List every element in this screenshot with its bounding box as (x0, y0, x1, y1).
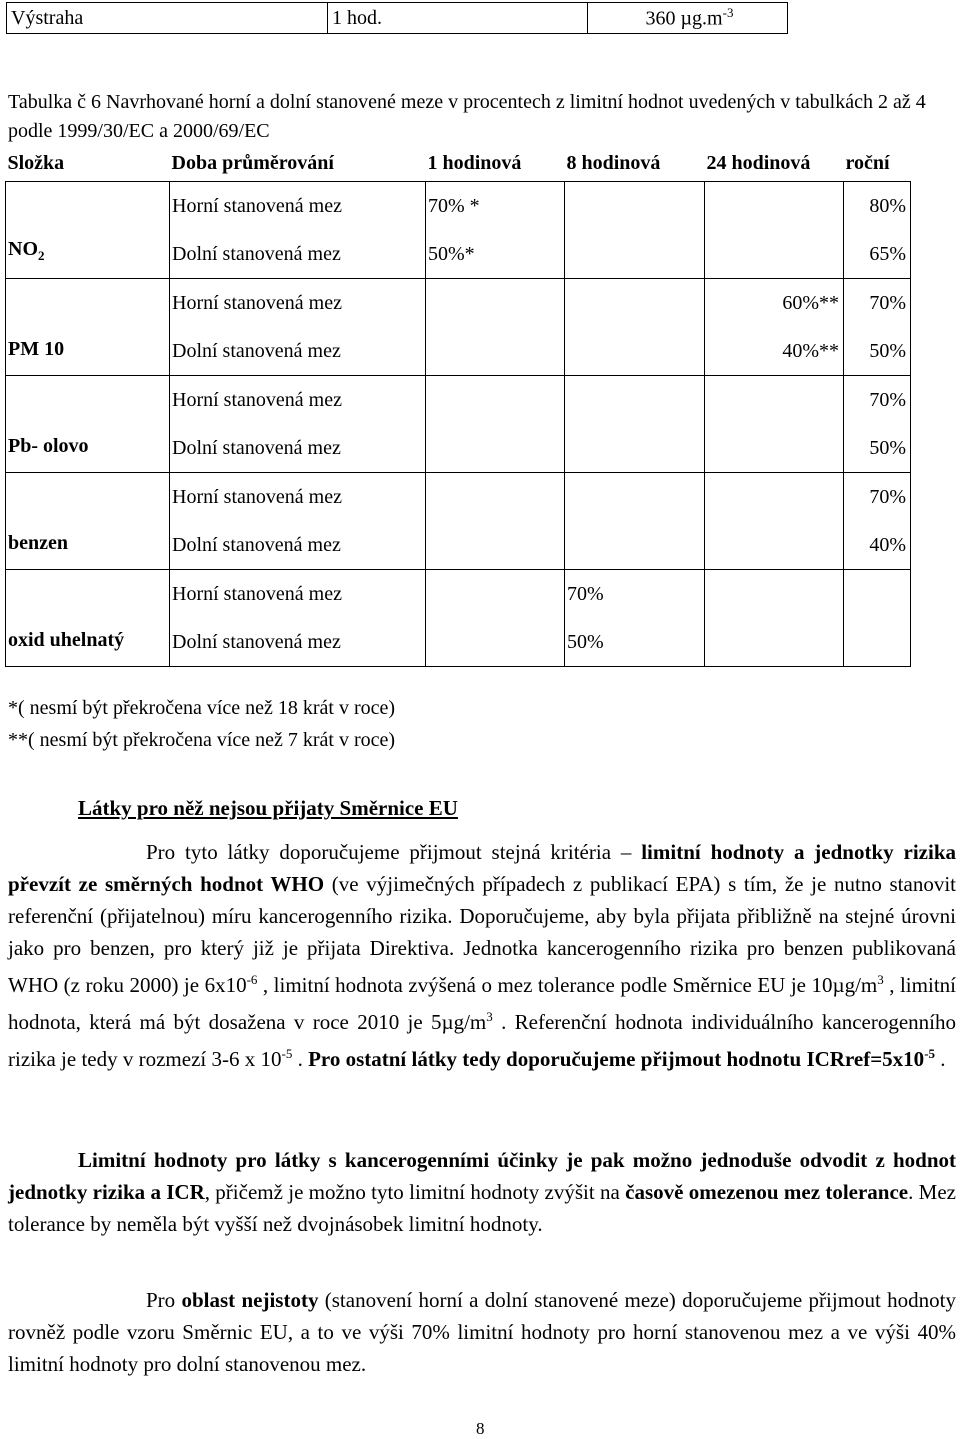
p1-sup-5: -5 (924, 1046, 936, 1061)
value-year: 50% (844, 327, 911, 376)
table-row (6, 376, 911, 425)
p1-text-i: . (935, 1047, 946, 1071)
p2-bold-c: časově omezenou mez tolerance (625, 1180, 909, 1204)
value-24h (705, 473, 844, 522)
p1-sup-4: -5 (281, 1046, 293, 1061)
value-1h (426, 521, 565, 570)
value-year: 70% (844, 376, 911, 425)
value-1h: 70% * (426, 182, 565, 231)
warning-value-text: 360 µg.m (645, 7, 723, 30)
value-24h (705, 521, 844, 570)
limit-label: Horní stanovená mez (170, 376, 426, 425)
component-cell (6, 182, 170, 279)
p1-sup-3: 3 (486, 1009, 493, 1024)
warning-row (7, 3, 788, 34)
component-cell: benzen (6, 473, 170, 570)
table-header-row (6, 145, 911, 182)
p2-bold-a: Limitní hodnoty pro látky s kancerogenními účinky je pak možno jednoduše odvodit z hodnot jednotky rizika a ICR (8, 1148, 956, 1204)
warning-value (588, 3, 788, 34)
component-sub: 2 (38, 248, 45, 263)
value-year: 50% (844, 424, 911, 473)
value-8h (565, 424, 705, 473)
value-8h (565, 473, 705, 522)
limit-label: Dolní stanovená mez (170, 521, 426, 570)
value-year: 70% (844, 473, 911, 522)
limit-label: Dolní stanovená mez (170, 230, 426, 279)
p1-bold-b: limitní hodnoty a jednotky rizika převzít ze směrných hodnot WHO (8, 840, 956, 896)
value-1h: 50%* (426, 230, 565, 279)
component-name: NO (8, 238, 38, 260)
section-heading: Látky pro něž nejsou přijaty Směrnice EU (78, 796, 458, 820)
table-caption: Tabulka č 6 Navrhované horní a dolní stanovené meze v procentech z limitní hodnot uvedených v tabulkách 2 až 4 podle 1999/30/EC a 2000/69/EC (8, 91, 926, 142)
p1-text-g: . (292, 1047, 309, 1071)
value-24h: 40%** (705, 327, 844, 376)
value-24h (705, 424, 844, 473)
p1-sup-1: -6 (246, 972, 258, 987)
limit-label: Dolní stanovená mez (170, 618, 426, 667)
value-1h (426, 424, 565, 473)
p1-text-e: , limitní hodnota, která má být dosažena v roce 2010 je 5µg/m (8, 973, 956, 1034)
value-year: 70% (844, 279, 911, 328)
table-row (6, 473, 911, 522)
page-number: 8 (476, 1419, 485, 1438)
p2-text-b: , přičemž je možno tyto limitní hodnoty zvýšit na (204, 1180, 626, 1204)
table-row (6, 279, 911, 328)
value-24h (705, 230, 844, 279)
footnote-1: *( nesmí být překročena více než 18 krát v roce) (8, 697, 396, 719)
p1-text-a: Pro tyto látky doporučujeme přijmout stejná kritéria – (146, 840, 642, 864)
value-24h: 60%** (705, 279, 844, 328)
component-cell: oxid uhelnatý (6, 570, 170, 667)
value-year (844, 570, 911, 619)
p1-text-c: (ve výjimečných případech z publikací EPA) s tím, že je nutno stanovit referenční (přijatelnou) míru kancerogenního rizika. Doporučujeme, aby byla přijata přibližně na stejné úrovni jako pro benzen, pro který již je přijata Direktiva. Jednotka kancerogenního rizika pro benzen publikovaná WHO (z roku 2000) je 6x10 (8, 872, 956, 997)
value-1h (426, 618, 565, 667)
limit-label: Horní stanovená mez (170, 279, 426, 328)
header-averaging: Doba průměrování (171, 151, 334, 174)
limits-table (5, 145, 911, 667)
value-1h (426, 376, 565, 425)
value-8h (565, 376, 705, 425)
p1-text-f: . Referenční hodnota individuálního kancerogenního rizika je tedy v rozmezí 3-6 x 10 (8, 1010, 956, 1071)
p3-bold-b: oblast nejistoty (181, 1288, 319, 1312)
header-1h: 1 hodinová (427, 151, 522, 174)
value-24h (705, 376, 844, 425)
warning-table (6, 2, 788, 34)
value-8h (565, 230, 705, 279)
limit-label: Dolní stanovená mez (170, 424, 426, 473)
value-8h (565, 521, 705, 570)
value-1h (426, 279, 565, 328)
header-24h: 24 hodinová (706, 151, 811, 174)
warning-value-exp: -3 (722, 5, 734, 21)
value-24h (705, 570, 844, 619)
value-1h (426, 570, 565, 619)
paragraph-1 (8, 836, 956, 1075)
table-row (6, 182, 911, 231)
value-8h (565, 279, 705, 328)
header-year: roční (845, 151, 890, 174)
value-8h: 50% (565, 618, 705, 667)
value-8h (565, 182, 705, 231)
header-8h: 8 hodinová (566, 151, 661, 174)
limit-label: Horní stanovená mez (170, 570, 426, 619)
warning-period: 1 hod. (328, 3, 588, 34)
p3-text-a: Pro (146, 1288, 182, 1312)
limit-label: Horní stanovená mez (170, 473, 426, 522)
component-cell: PM 10 (6, 279, 170, 376)
value-year: 80% (844, 182, 911, 231)
value-8h (565, 327, 705, 376)
value-24h (705, 618, 844, 667)
limit-label: Dolní stanovená mez (170, 327, 426, 376)
value-1h (426, 473, 565, 522)
p1-text-d: , limitní hodnota zvýšená o mez tolerance podle Směrnice EU je 10µg/m (257, 973, 878, 997)
footnote-2: **( nesmí být překročena více než 7 krát v roce) (8, 729, 396, 751)
header-component: Složka (7, 151, 65, 174)
value-year: 65% (844, 230, 911, 279)
warning-label: Výstraha (7, 3, 328, 34)
p3-text-c: (stanovení horní a dolní stanovené meze) doporučujeme přijmout hodnoty rovněž podle vzoru Směrnic EU, a to ve výši 70% limitní hodnoty pro horní stanovenou mez a ve výši 40% limitní hodnoty pro dolní stanovenou mez. (8, 1288, 956, 1376)
paragraph-3 (8, 1284, 956, 1380)
table-row (6, 570, 911, 619)
paragraph-2 (8, 1144, 956, 1240)
component-cell: Pb- olovo (6, 376, 170, 473)
value-24h (705, 182, 844, 231)
p1-bold-h: Pro ostatní látky tedy doporučujeme přijmout hodnotu ICRref=5x10 (308, 1047, 925, 1071)
p2-text-d: . Mez tolerance by neměla být vyšší než dvojnásobek limitní hodnoty. (8, 1180, 956, 1236)
limit-label: Horní stanovená mez (170, 182, 426, 231)
value-year (844, 618, 911, 667)
p1-sup-2: 3 (877, 972, 884, 987)
value-1h (426, 327, 565, 376)
value-year: 40% (844, 521, 911, 570)
value-8h: 70% (565, 570, 705, 619)
